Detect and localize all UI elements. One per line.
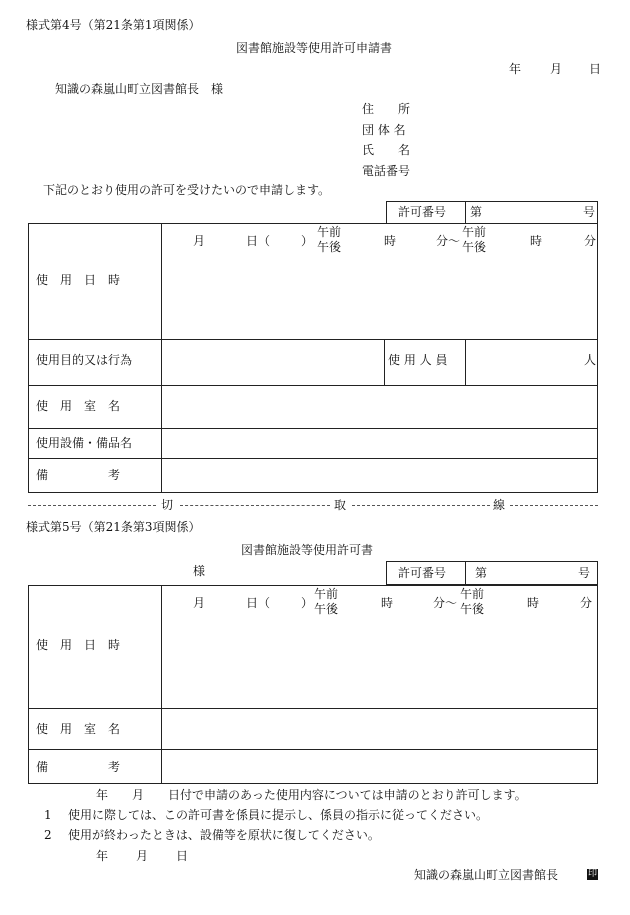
- form4-date-year[interactable]: 年: [509, 62, 522, 76]
- form4-permit-suffix: 号: [583, 205, 596, 219]
- form4-format-label: 様式第4号（第21条第1項関係）: [26, 18, 201, 32]
- form4-date-month[interactable]: 月: [550, 62, 563, 76]
- form5-dt-hour2[interactable]: 時: [527, 596, 540, 610]
- form5-issuer: 知識の森嵐山町立図書館長: [414, 868, 559, 882]
- form4-date-day[interactable]: 日: [589, 62, 602, 76]
- form4-row-remarks-label: 備 考: [36, 468, 121, 482]
- form5-sama: 様: [193, 564, 206, 578]
- form4-dt-am[interactable]: 午前: [317, 225, 342, 239]
- form4-dt-day[interactable]: 日（: [246, 234, 271, 248]
- applicant-group-label[interactable]: 団 体 名: [362, 123, 406, 137]
- cut-line-sen: 線: [493, 498, 506, 512]
- form5-permit-prefix[interactable]: 第: [475, 566, 488, 580]
- form5-row-datetime-label: 使 用 日 時: [36, 638, 121, 652]
- form5-format-label: 様式第5号（第21条第3項関係）: [26, 520, 201, 534]
- cut-line-seg4: [510, 505, 598, 506]
- form5-row-room-label: 使 用 室 名: [36, 722, 121, 736]
- cut-line-seg1: [28, 505, 156, 506]
- form5-title: 図書館施設等使用許可書: [241, 543, 374, 557]
- form5-note-1-num: 1: [44, 808, 52, 822]
- form5-dt-pm[interactable]: 午後: [314, 602, 339, 616]
- form4-row-equipment-label: 使用設備・備品名: [36, 436, 133, 450]
- form5-dt-day[interactable]: 日（: [246, 596, 271, 610]
- form5-dt-am2[interactable]: 午前: [460, 587, 485, 601]
- form4-row-room-label: 使 用 室 名: [36, 399, 121, 413]
- form5-dt-hour[interactable]: 時: [381, 596, 394, 610]
- form5-dt-am[interactable]: 午前: [314, 587, 339, 601]
- form5-dt-month[interactable]: 月: [193, 596, 206, 610]
- form4-row-datetime-label: 使 用 日 時: [36, 273, 121, 287]
- form5-table: [28, 585, 598, 784]
- form4-dt-pm[interactable]: 午後: [317, 240, 342, 254]
- form5-dt-pm2[interactable]: 午後: [460, 602, 485, 616]
- cut-line-seg3: [352, 505, 490, 506]
- form4-row-purpose-label: 使用目的又は行為: [36, 353, 133, 367]
- cut-line-tori: 取: [334, 498, 347, 512]
- form5-issue-day[interactable]: 日: [176, 849, 189, 863]
- form5-dt-paren: ）: [301, 596, 314, 610]
- form5-issue-month[interactable]: 月: [136, 849, 149, 863]
- form4-dt-pm2[interactable]: 午後: [462, 240, 487, 254]
- form4-dt-paren: ）: [301, 234, 314, 248]
- applicant-name-label[interactable]: 氏 名: [362, 143, 411, 157]
- form4-persons-unit: 人: [584, 353, 597, 367]
- applicant-phone-label[interactable]: 電話番号: [362, 164, 411, 178]
- form4-permit-prefix[interactable]: 第: [470, 205, 483, 219]
- form5-row-remarks-label: 備 考: [36, 760, 121, 774]
- form4-persons-label: 使 用 人 員: [388, 353, 448, 367]
- applicant-address-label[interactable]: 住 所: [362, 102, 411, 116]
- form4-intro: 下記のとおり使用の許可を受けたいので申請します。: [43, 183, 331, 197]
- form4-dt-hour[interactable]: 時: [384, 234, 397, 248]
- form4-addressee: 知識の森嵐山町立図書館長 様: [55, 82, 224, 96]
- form4-dt-hour2[interactable]: 時: [530, 234, 543, 248]
- form5-note-2-text: 使用が終わったときは、設備等を原状に復してください。: [68, 828, 380, 842]
- cut-line-seg2: [180, 505, 330, 506]
- form5-permit-suffix: 号: [578, 566, 591, 580]
- form4-dt-minute2[interactable]: 分: [584, 234, 597, 248]
- form5-note-1-text: 使用に際しては、この許可書を係員に提示し、係員の指示に従ってください。: [68, 808, 489, 822]
- form4-dt-month[interactable]: 月: [193, 234, 206, 248]
- cut-line-kiri: 切: [161, 498, 174, 512]
- form5-dt-minute2[interactable]: 分: [580, 596, 593, 610]
- form4-title: 図書館施設等使用許可申請書: [236, 41, 393, 55]
- form5-permit-label: 許可番号: [398, 566, 447, 580]
- form5-dt-minute-to[interactable]: 分〜: [433, 596, 458, 610]
- form5-issue-year[interactable]: 年: [96, 849, 109, 863]
- form4-permit-label: 許可番号: [398, 205, 447, 219]
- form4-dt-minute-to[interactable]: 分〜: [436, 234, 461, 248]
- form5-note-2-num: 2: [44, 828, 52, 842]
- seal-icon: 印: [587, 869, 597, 879]
- form5-approval-text: 年 月 日付で申請のあった使用内容については申請のとおり許可します。: [96, 788, 527, 802]
- form4-dt-am2[interactable]: 午前: [462, 225, 487, 239]
